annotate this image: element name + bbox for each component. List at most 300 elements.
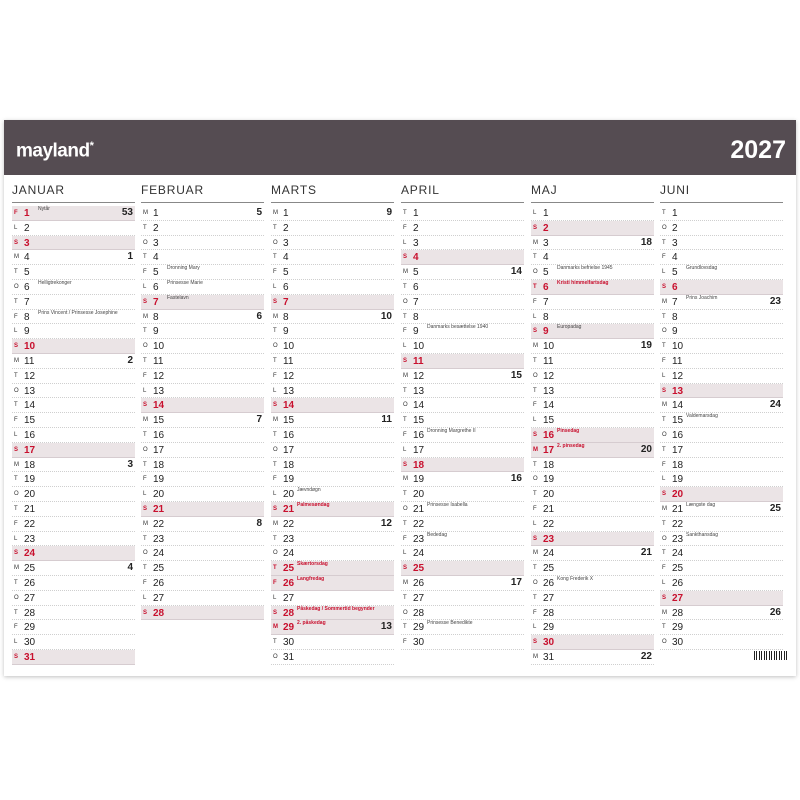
day-row [141, 280, 264, 295]
day-row [141, 546, 264, 561]
week-number: 5 [256, 207, 262, 218]
week-number: 10 [380, 310, 392, 322]
day-number: 29 [543, 622, 555, 634]
day-row [660, 265, 783, 280]
day-row [660, 428, 783, 443]
week-number: 3 [127, 458, 133, 470]
weekday-letter: L [533, 417, 537, 424]
day-number: 10 [283, 341, 295, 353]
day-row [401, 250, 524, 265]
weekday-letter: L [662, 372, 666, 379]
day-number: 1 [24, 208, 30, 219]
weekday-letter: F [533, 402, 537, 409]
weekday-letter: M [143, 313, 148, 320]
day-row [401, 458, 524, 473]
day-row [12, 532, 135, 547]
weekday-letter: L [143, 491, 147, 498]
weekday-letter: F [533, 506, 537, 512]
day-row [401, 206, 524, 221]
day-number: 9 [672, 326, 678, 338]
day-number: 13 [413, 385, 425, 397]
weekday-letter: M [662, 506, 667, 512]
day-row [401, 310, 524, 325]
weekday-letter: M [533, 654, 538, 660]
day-row [271, 517, 394, 532]
weekday-letter: O [143, 550, 148, 557]
month-header-rule [141, 202, 264, 203]
weekday-letter: F [143, 580, 147, 586]
day-number: 3 [153, 237, 159, 249]
day-number: 15 [283, 415, 295, 427]
day-row [401, 398, 524, 413]
day-row [12, 561, 135, 576]
weekday-letter: F [14, 520, 18, 527]
day-number: 5 [153, 267, 159, 279]
day-number: 10 [24, 341, 36, 353]
day-row [141, 221, 264, 236]
day-row [531, 280, 654, 295]
day-number: 21 [672, 504, 684, 515]
day-row [660, 487, 783, 502]
day-row [141, 236, 264, 251]
day-row [271, 591, 394, 606]
weekday-letter: L [143, 284, 147, 290]
week-number: 26 [769, 606, 781, 618]
week-number: 2 [127, 355, 133, 366]
day-note: Danmarks befrielse 1945 [557, 265, 613, 272]
day-row [660, 458, 783, 473]
day-row [531, 295, 654, 310]
weekday-letter: T [533, 358, 537, 364]
day-note: Prins Joachim [686, 294, 718, 301]
day-row [271, 606, 394, 621]
day-number: 20 [283, 489, 295, 501]
day-row [12, 620, 135, 635]
day-number: 25 [283, 563, 295, 575]
weekday-letter: O [403, 506, 408, 512]
weekday-letter: T [403, 313, 407, 320]
weekday-letter: M [403, 476, 408, 483]
day-number: 22 [283, 518, 295, 530]
weekday-letter: T [143, 565, 147, 572]
weekday-letter: S [403, 461, 408, 468]
day-number: 26 [413, 578, 425, 589]
day-row [271, 369, 394, 384]
weekday-letter: S [14, 343, 19, 350]
day-number: 19 [413, 474, 425, 486]
weekday-letter: T [403, 210, 407, 216]
week-number: 9 [386, 207, 392, 218]
weekday-letter: O [273, 343, 278, 350]
week-number: 16 [510, 473, 522, 485]
week-number: 17 [510, 577, 522, 588]
day-number: 6 [672, 282, 678, 293]
day-row [401, 532, 524, 547]
day-row [12, 369, 135, 384]
week-number: 8 [256, 517, 262, 529]
day-number: 21 [24, 504, 36, 515]
weekday-letter: F [14, 313, 18, 320]
weekday-letter: F [403, 224, 407, 231]
weekday-letter: L [273, 594, 277, 601]
weekday-letter: L [273, 387, 277, 394]
day-number: 7 [543, 296, 549, 308]
day-row [660, 620, 783, 635]
day-number: 2 [283, 222, 289, 234]
weekday-letter: T [403, 520, 407, 527]
day-number: 30 [24, 637, 36, 649]
weekday-letter: O [533, 372, 538, 379]
day-number: 1 [153, 208, 159, 219]
weekday-letter: M [143, 520, 148, 527]
day-number: 10 [543, 341, 555, 353]
weekday-letter: T [403, 387, 407, 394]
weekday-letter: S [403, 565, 408, 572]
day-note: Skærtorsdag [297, 561, 328, 568]
week-number: 22 [640, 651, 652, 662]
month-header-rule [271, 202, 394, 203]
weekday-letter: S [143, 609, 148, 616]
weekday-letter: F [403, 535, 407, 542]
weekday-letter: T [662, 343, 666, 350]
weekday-letter: O [14, 491, 19, 498]
day-row [141, 502, 264, 517]
day-row [660, 606, 783, 621]
weekday-letter: T [14, 476, 18, 483]
day-number: 12 [413, 370, 425, 382]
day-note: Valdemarsdag [686, 413, 718, 420]
day-number: 17 [24, 444, 36, 456]
weekday-letter: M [273, 520, 278, 527]
day-row [401, 591, 524, 606]
weekday-letter: T [403, 624, 407, 631]
day-row [660, 443, 783, 458]
day-row [401, 280, 524, 295]
day-row [531, 354, 654, 369]
day-number: 17 [153, 444, 165, 456]
day-row [531, 591, 654, 606]
day-note: Prinsesse Benedikte [427, 620, 473, 627]
day-number: 11 [413, 356, 424, 367]
day-number: 19 [543, 474, 555, 486]
weekday-letter: S [143, 298, 148, 305]
weekday-letter: S [14, 550, 19, 557]
weekday-letter: S [14, 239, 19, 246]
day-row [660, 384, 783, 399]
day-row [531, 650, 654, 665]
month-name: APRIL [401, 183, 440, 197]
weekday-letter: F [273, 372, 277, 379]
day-number: 7 [413, 296, 419, 308]
day-number: 1 [543, 208, 549, 219]
day-row [660, 561, 783, 576]
weekday-letter: O [273, 550, 278, 557]
weekday-letter: F [273, 580, 277, 586]
weekday-letter: T [533, 387, 537, 394]
day-number: 15 [672, 415, 684, 427]
logo-star-icon: * [89, 140, 94, 152]
day-number: 30 [413, 637, 425, 649]
day-number: 8 [24, 311, 30, 323]
day-number: 10 [153, 341, 165, 353]
day-row [401, 546, 524, 561]
weekday-letter: T [14, 269, 18, 276]
weekday-letter: S [533, 432, 538, 438]
day-number: 23 [543, 533, 555, 545]
day-number: 18 [543, 459, 555, 471]
day-number: 21 [413, 504, 425, 515]
weekday-letter: L [14, 328, 18, 335]
day-number: 20 [413, 489, 425, 501]
day-number: 11 [24, 356, 35, 367]
day-number: 21 [153, 504, 165, 515]
day-number: 9 [153, 326, 159, 338]
day-row [531, 458, 654, 473]
weekday-letter: M [533, 550, 538, 557]
day-row [271, 206, 394, 221]
day-note: Sankthansdag [686, 531, 718, 538]
day-number: 16 [24, 430, 36, 441]
day-row [401, 236, 524, 251]
day-row [141, 517, 264, 532]
day-row [12, 502, 135, 517]
day-row [141, 339, 264, 354]
day-row [660, 354, 783, 369]
day-row [12, 339, 135, 354]
weekday-letter: T [143, 328, 147, 335]
weekday-letter: S [273, 298, 278, 305]
day-row [141, 369, 264, 384]
day-number: 26 [543, 578, 555, 589]
day-row [531, 546, 654, 561]
weekday-letter: T [14, 580, 18, 586]
day-number: 27 [283, 592, 295, 604]
day-row [401, 487, 524, 502]
day-number: 5 [672, 267, 678, 279]
weekday-letter: M [662, 298, 667, 305]
weekday-letter: O [14, 387, 19, 394]
day-row [531, 339, 654, 354]
day-number: 2 [153, 222, 159, 234]
weekday-letter: S [143, 402, 148, 409]
weekday-letter: T [273, 565, 277, 572]
day-number: 3 [283, 237, 289, 249]
day-number: 15 [413, 415, 425, 427]
day-number: 17 [543, 444, 555, 456]
day-note: Pinsedag [557, 428, 580, 434]
day-row [12, 606, 135, 621]
weekday-letter: F [14, 624, 18, 631]
weekday-letter: T [533, 284, 537, 290]
day-number: 23 [153, 533, 165, 545]
week-number: 25 [769, 503, 781, 514]
weekday-letter: T [533, 594, 537, 601]
day-number: 27 [543, 592, 555, 604]
day-row [271, 635, 394, 650]
day-number: 22 [543, 518, 555, 530]
weekday-letter: M [14, 461, 19, 468]
day-row [531, 502, 654, 517]
day-row [12, 310, 135, 325]
weekday-letter: L [533, 313, 537, 320]
day-note: Bededag [427, 531, 448, 538]
weekday-letter: M [662, 609, 667, 616]
day-number: 6 [413, 282, 419, 293]
day-row [141, 384, 264, 399]
weekday-letter: F [403, 432, 407, 438]
weekday-letter: L [403, 239, 407, 246]
day-row [660, 398, 783, 413]
day-row [271, 324, 394, 339]
weekday-letter: M [403, 372, 408, 379]
day-number: 14 [153, 400, 165, 412]
day-note: Prins Vincent / Prinsesse Josephine [38, 309, 118, 316]
day-row [660, 206, 783, 221]
day-number: 2 [543, 222, 549, 234]
day-row [12, 324, 135, 339]
day-row [401, 606, 524, 621]
day-row [660, 295, 783, 310]
day-note: Prinsesse Isabella [427, 502, 468, 508]
month-name: FEBRUAR [141, 183, 204, 197]
weekday-letter: T [273, 461, 277, 468]
day-number: 24 [543, 548, 555, 560]
weekday-letter: T [143, 535, 147, 542]
weekday-letter: T [273, 224, 277, 231]
month-name: MARTS [271, 183, 317, 197]
day-number: 28 [24, 607, 36, 619]
weekday-letter: T [662, 239, 666, 246]
day-number: 25 [413, 563, 425, 575]
day-number: 13 [543, 385, 555, 397]
day-row [271, 576, 394, 591]
month-header-rule [660, 202, 783, 203]
day-row [531, 443, 654, 458]
weekday-letter: L [662, 476, 666, 483]
weekday-letter: T [662, 624, 666, 631]
weekday-letter: T [143, 254, 147, 261]
weekday-letter: S [533, 535, 538, 542]
brand-name: mayland [16, 140, 90, 162]
day-number: 25 [153, 563, 165, 575]
day-row [12, 458, 135, 473]
day-row [271, 650, 394, 665]
weekday-letter: M [273, 417, 278, 424]
day-row [12, 280, 135, 295]
week-number: 23 [769, 295, 781, 307]
day-row [660, 236, 783, 251]
weekday-letter: S [533, 328, 538, 335]
day-row [141, 206, 264, 221]
day-number: 6 [283, 282, 289, 293]
day-number: 13 [153, 385, 165, 397]
weekday-letter: O [662, 328, 667, 335]
day-number: 4 [283, 252, 289, 264]
day-note: Nytår [38, 206, 50, 212]
weekday-letter: O [533, 580, 538, 586]
day-row [271, 472, 394, 487]
weekday-letter: T [143, 358, 147, 364]
calendar-header [4, 120, 796, 175]
day-number: 8 [543, 311, 549, 323]
day-number: 28 [413, 607, 425, 619]
weekday-letter: T [273, 639, 277, 646]
day-row [271, 265, 394, 280]
day-number: 17 [672, 444, 684, 456]
day-row [271, 502, 394, 517]
weekday-letter: F [403, 328, 407, 335]
day-note: Langfredag [297, 576, 325, 582]
day-number: 3 [24, 237, 30, 249]
weekday-letter: T [403, 491, 407, 498]
day-row [12, 354, 135, 369]
day-number: 19 [153, 474, 165, 486]
day-row [401, 620, 524, 635]
day-row [531, 206, 654, 221]
day-row [531, 620, 654, 635]
day-number: 11 [153, 356, 164, 367]
day-number: 25 [672, 563, 684, 575]
day-note: Jævndøgn [297, 487, 321, 494]
weekday-letter: S [662, 594, 667, 601]
day-row [12, 250, 135, 265]
weekday-letter: T [14, 298, 18, 305]
weekday-letter: T [533, 461, 537, 468]
weekday-letter: T [273, 535, 277, 542]
day-row [141, 398, 264, 413]
weekday-letter: F [662, 565, 666, 572]
weekday-letter: L [273, 491, 277, 498]
day-number: 29 [24, 622, 36, 634]
day-row [141, 458, 264, 473]
day-number: 12 [153, 370, 165, 382]
weekday-letter: O [143, 239, 148, 246]
weekday-letter: M [533, 446, 538, 453]
day-number: 28 [283, 607, 295, 619]
day-row [271, 339, 394, 354]
weekday-letter: L [403, 550, 407, 557]
weekday-letter: T [273, 358, 277, 364]
weekday-letter: L [14, 639, 18, 646]
day-number: 19 [24, 474, 36, 486]
day-number: 1 [413, 208, 419, 219]
day-number: 19 [283, 474, 295, 486]
weekday-letter: F [662, 461, 666, 468]
day-number: 1 [283, 208, 289, 219]
day-row [12, 295, 135, 310]
day-row [141, 487, 264, 502]
day-row [141, 324, 264, 339]
day-number: 25 [543, 563, 555, 575]
weekday-letter: F [533, 609, 537, 616]
day-number: 18 [153, 459, 165, 471]
week-number: 13 [380, 621, 392, 633]
day-row [271, 280, 394, 295]
day-row [12, 221, 135, 236]
day-row [531, 413, 654, 428]
day-number: 18 [283, 459, 295, 471]
day-number: 22 [153, 518, 165, 530]
weekday-letter: F [273, 269, 277, 276]
week-number: 20 [640, 443, 652, 455]
day-number: 10 [672, 341, 684, 353]
day-number: 15 [543, 415, 555, 427]
weekday-letter: L [14, 535, 18, 542]
day-row [12, 413, 135, 428]
day-number: 24 [24, 548, 36, 560]
day-number: 3 [672, 237, 678, 249]
day-number: 14 [24, 400, 36, 412]
